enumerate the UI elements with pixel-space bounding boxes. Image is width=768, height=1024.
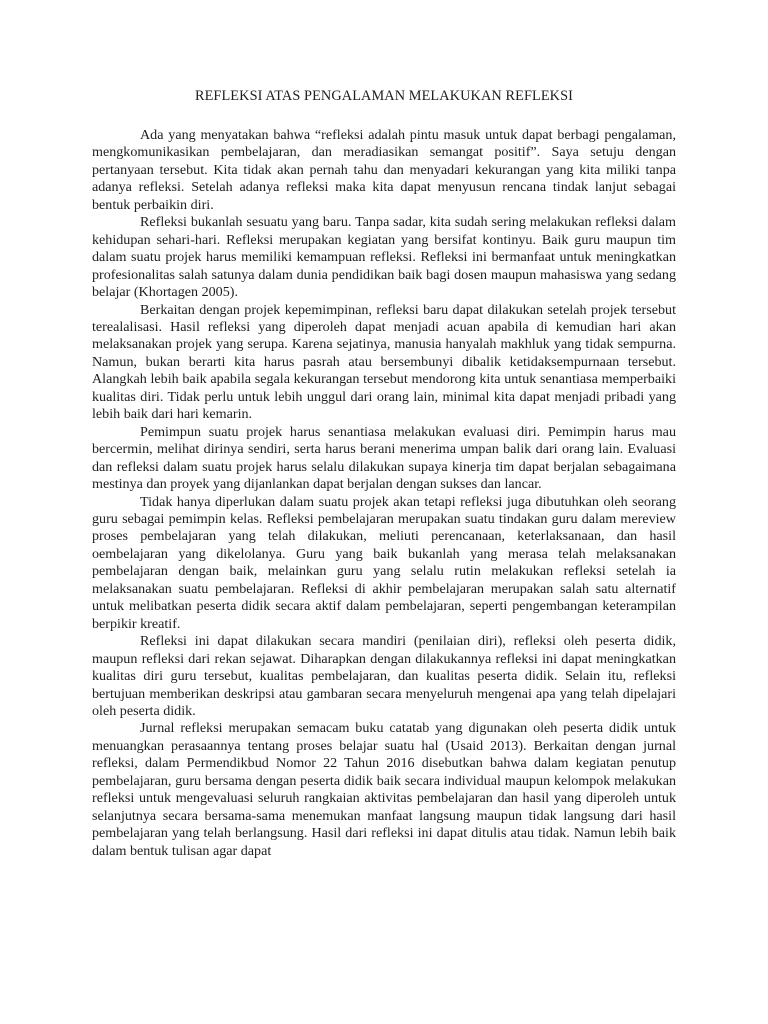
paragraph-3: Berkaitan dengan projek kepemimpinan, refleksi baru dapat dilakukan setelah projek tersebut terealalisasi. Hasil refleksi yang diperoleh dapat menjadi acuan apabila di kemudian hari akan melaksanakan projek yang serupa. Karena sejatinya, manusia hanyalah makhluk yang tidak sempurna. Namun, bukan berarti kita harus pasrah atau bersembunyi dibalik ketidaksempurnaan tersebut. Alangkah lebih baik apabila segala kekurangan tersebut mendorong kita untuk senantiasa memperbaiki kualitas diri. Tidak perlu untuk lebih unggul dari orang lain, minimal kita dapat menjadi pribadi yang lebih baik dari hari kemarin. <box>92 301 676 423</box>
paragraph-2: Refleksi bukanlah sesuatu yang baru. Tanpa sadar, kita sudah sering melakukan refleksi dalam kehidupan sehari-hari. Refleksi merupakan kegiatan yang bersifat kontinyu. Baik guru maupun tim dalam suatu projek harus memiliki kemampuan refleksi. Refleksi ini bermanfaat untuk meningkatkan profesionalitas salah satunya dalam dunia pendidikan baik bagi dosen maupun mahasiswa yang sedang belajar (Khortagen 2005). <box>92 214 676 301</box>
paragraph-6: Refleksi ini dapat dilakukan secara mandiri (penilaian diri), refleksi oleh peserta didik, maupun refleksi dari rekan sejawat. Diharapkan dengan dilakukannya refleksi ini dapat meningkatkan kualitas diri guru tersebut, kualitas pembelajaran, dan kualitas peserta didik. Selain itu, refleksi bertujuan memberikan deskripsi atau gambaran secara menyeluruh mengenai apa yang telah dipelajari oleh peserta didik. <box>92 633 676 719</box>
paragraph-1: Ada yang menyatakan bahwa “refleksi adalah pintu masuk untuk dapat berbagi pengalaman, mengkomunikasikan pembelajaran, dan meradiasikan semangat positif”. Saya setuju dengan pertanyaan tersebut. Kita tidak akan pernah tahu dan menyadari kekurangan yang kita miliki tanpa adanya refleksi. Setelah adanya refleksi maka kita dapat menyusun rencana tindak lanjut sebagai bentuk perbaikin diri. <box>92 127 676 213</box>
paragraph-4: Pemimpun suatu projek harus senantiasa melakukan evaluasi diri. Pemimpin harus mau bercermin, melihat dirinya sendiri, serta harus berani menerima umpan balik dari orang lain. Evaluasi dan refleksi dalam suatu projek harus selalu dilakukan supaya kinerja tim dapat berjalan sebagaimana mestinya dan proyek yang dijanlankan dapat berjalan dengan sukses dan lancar. <box>92 423 676 493</box>
paragraph-5: Tidak hanya diperlukan dalam suatu projek akan tetapi refleksi juga dibutuhkan oleh seorang guru sebagai pemimpin kelas. Refleksi pembelajaran merupakan suatu tindakan guru dalam mereview proses pembelajaran yang telah dilakukan, meliuti perencanaan, keterlaksanaan, dan hasil oembelajaran yang dikelolanya. Guru yang baik bukanlah yang merasa telah melaksanakan pembelajaran dengan baik, melainkan guru yang selalu rutin melakukan refleksi setelah ia melaksanakan suatu pembelajaran. Refleksi di akhir pembelajaran merupakan salah satu alternatif untuk melibatkan peserta didik secara aktif dalam pembelajaran, seperti pengembangan keterampilan berpikir kreatif. <box>92 493 676 632</box>
paragraph-7: Jurnal refleksi merupakan semacam buku catatab yang digunakan oleh peserta didik untuk menuangkan perasaannya tentang proses belajar suatu hal (Usaid 2013). Berkaitan dengan jurnal refleksi, dalam Permendikbud Nomor 22 Tahun 2016 disebutkan bahwa dalam kegiatan penutup pembelajaran, guru bersama dengan peserta didik baik secara individual maupun kelompok melakukan refleksi untuk mengevaluasi seluruh rangkaian aktivitas pembelajaran dan hasil yang diperoleh untuk selanjutnya secara bersama-sama menemukan manfaat langsung maupun tidak langsung dari hasil pembelajaran yang telah berlangsung. Hasil dari refleksi ini dapat ditulis atau tidak. Namun lebih baik dalam bentuk tulisan agar dapat <box>92 720 676 859</box>
document-title: REFLEKSI ATAS PENGALAMAN MELAKUKAN REFLEKSI <box>194 88 574 104</box>
document-body <box>92 127 676 860</box>
